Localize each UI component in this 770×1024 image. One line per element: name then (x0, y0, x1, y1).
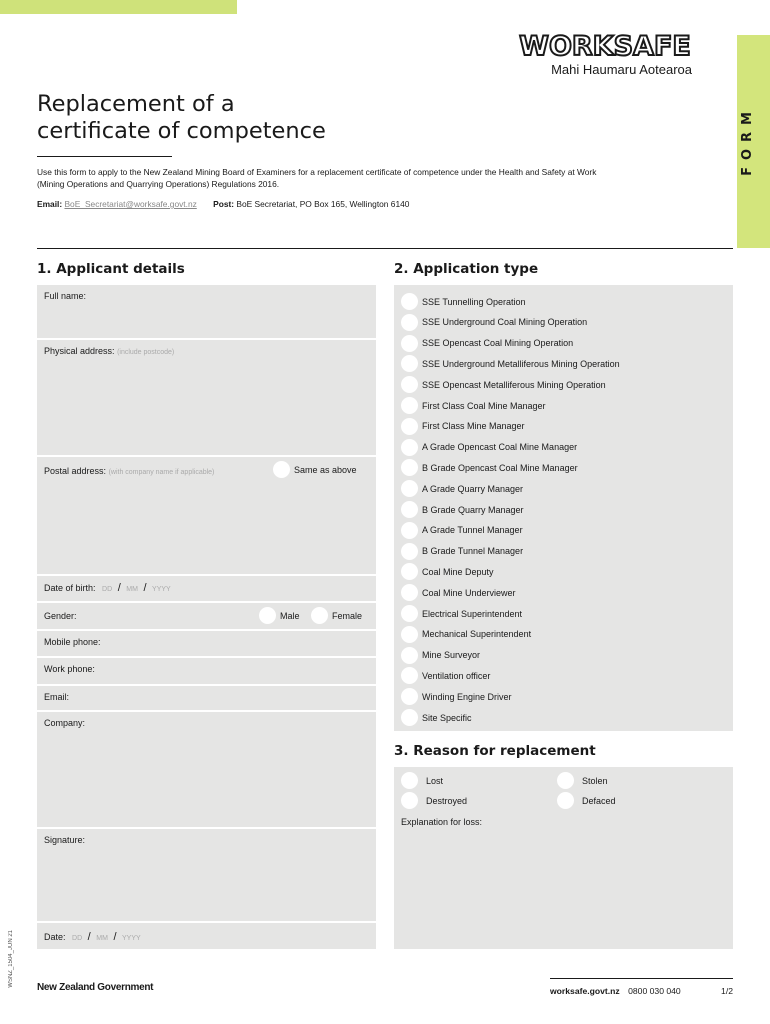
application-type-radio[interactable] (401, 397, 418, 414)
section-heading-application-type: 2. Application type (394, 261, 539, 277)
same-as-above-radio[interactable] (273, 461, 290, 478)
dob-separator-1: / (117, 582, 121, 594)
postal-address-hint: (with company name if applicable) (108, 469, 215, 476)
date-separator-2: / (113, 931, 117, 943)
application-type-radio[interactable] (401, 688, 418, 705)
application-type-label: Mine Surveyor (422, 650, 481, 661)
application-type-panel (394, 285, 733, 731)
page-number: 1/2 (721, 986, 733, 996)
work-phone-label: Work phone: (44, 664, 95, 674)
application-type-label: SSE Tunnelling Operation (422, 296, 526, 307)
application-type-label: Coal Mine Underviewer (422, 587, 516, 598)
application-type-option[interactable] (401, 314, 587, 331)
form-tab-label: FORM (740, 105, 755, 176)
application-type-option[interactable] (401, 647, 480, 664)
gender-field (37, 603, 376, 629)
dob-day[interactable]: DD (102, 586, 113, 593)
full-name-field[interactable] (37, 285, 376, 338)
application-type-option[interactable] (401, 626, 531, 643)
signature-field[interactable] (37, 829, 376, 921)
date-label: Date: (44, 932, 66, 942)
application-type-label: B Grade Opencast Coal Mine Manager (422, 462, 578, 473)
application-type-radio[interactable] (401, 709, 418, 726)
application-type-radio[interactable] (401, 418, 418, 435)
application-type-label: First Class Mine Manager (422, 421, 525, 432)
full-name-label: Full name: (44, 291, 87, 301)
physical-address-field[interactable] (37, 340, 376, 455)
physical-address-hint: (include postcode) (117, 349, 175, 356)
application-type-radio[interactable] (401, 522, 418, 539)
application-type-radio[interactable] (401, 376, 418, 393)
application-type-label: Mechanical Superintendent (422, 629, 532, 640)
dob-separator-2: / (143, 582, 147, 594)
application-type-option[interactable] (401, 501, 524, 518)
application-type-option[interactable] (401, 543, 523, 560)
contact-line (37, 199, 597, 209)
work-phone-field[interactable] (37, 658, 376, 684)
dob-label: Date of birth: (44, 583, 96, 593)
footer-phone: 0800 030 040 (628, 986, 681, 996)
page-title (37, 91, 457, 145)
defaced-radio[interactable] (557, 792, 574, 809)
same-as-above-option[interactable] (273, 461, 357, 478)
date-month[interactable]: MM (96, 935, 108, 942)
application-type-radio[interactable] (401, 563, 418, 580)
lost-label: Lost (426, 775, 444, 786)
intro-text: Use this form to apply to the New Zealand Mining Board of Examiners for a replacement certificate of competence under the Health and Safety at Work (Mining Operations and Quarrying Operations) Regulations 2016. (37, 167, 597, 189)
form-code: WSNZ_1504_JUN 21 (8, 930, 14, 988)
application-type-option[interactable] (401, 418, 525, 435)
gender-female-option[interactable] (311, 607, 362, 624)
section-heading-applicant: 1. Applicant details (37, 261, 185, 277)
defaced-label: Defaced (582, 795, 616, 806)
application-type-label: Coal Mine Deputy (422, 566, 494, 577)
application-type-label: A Grade Opencast Coal Mine Manager (422, 442, 578, 453)
reason-stolen-option[interactable] (557, 772, 608, 789)
reason-panel (394, 767, 733, 949)
application-type-label: A Grade Quarry Manager (422, 483, 524, 494)
application-type-option[interactable] (401, 605, 522, 622)
physical-address-label: Physical address: (44, 346, 115, 356)
date-of-birth-field[interactable] (37, 576, 376, 601)
form-side-tab (737, 35, 770, 248)
worksafe-logo (504, 32, 706, 77)
application-type-label: A Grade Tunnel Manager (422, 525, 523, 536)
postal-address-label: Postal address: (44, 466, 107, 476)
date-separator-1: / (87, 931, 91, 943)
female-radio[interactable] (311, 607, 328, 624)
male-label: Male (280, 610, 300, 621)
company-field[interactable] (37, 712, 376, 827)
gender-label: Gender: (44, 611, 77, 621)
application-type-radio[interactable] (401, 459, 418, 476)
application-type-radio[interactable] (401, 667, 418, 684)
application-type-label: Site Specific (422, 712, 472, 723)
application-type-option[interactable] (401, 688, 512, 705)
female-label: Female (332, 610, 363, 621)
application-type-radio[interactable] (401, 647, 418, 664)
logo-wordmark: WORKSAFE (519, 31, 691, 62)
footer-contacts (550, 986, 681, 996)
application-type-option[interactable] (401, 584, 516, 601)
reason-defaced-option[interactable] (557, 792, 616, 809)
application-type-radio[interactable] (401, 605, 418, 622)
date-field[interactable] (37, 923, 376, 949)
logo-tagline: Mahi Haumaru Aotearoa (551, 62, 692, 77)
application-type-label: SSE Underground Coal Mining Operation (422, 317, 588, 328)
post-address: BoE Secretariat, PO Box 165, Wellington 6140 (236, 199, 410, 209)
explanation-label: Explanation for loss: (401, 817, 483, 827)
title-line-2: certificate of competence (37, 118, 326, 144)
same-as-above-label: Same as above (294, 464, 357, 475)
application-type-radio[interactable] (401, 626, 418, 643)
application-type-option[interactable] (401, 293, 526, 310)
application-type-option[interactable] (401, 709, 472, 726)
application-type-label: First Class Coal Mine Manager (422, 400, 546, 411)
nz-government-logo: New Zealand Government (37, 982, 154, 993)
reason-lost-option[interactable] (401, 772, 443, 789)
title-line-1: Replacement of a (37, 91, 235, 117)
dob-month[interactable]: MM (126, 586, 138, 593)
mobile-phone-field[interactable] (37, 631, 376, 656)
email-field-label: Email: (44, 692, 70, 702)
lost-radio[interactable] (401, 772, 418, 789)
application-type-option[interactable] (401, 335, 573, 352)
application-type-label: SSE Opencast Metalliferous Mining Operation (422, 379, 606, 390)
application-type-radio[interactable] (401, 480, 418, 497)
application-type-option[interactable] (401, 355, 620, 372)
footer (550, 986, 733, 996)
postal-address-field[interactable] (37, 457, 376, 574)
application-type-radio[interactable] (401, 501, 418, 518)
top-accent-bar (0, 0, 237, 14)
application-type-radio[interactable] (401, 355, 418, 372)
dob-year[interactable]: YYYY (152, 586, 171, 593)
title-underline (37, 156, 172, 157)
email-field[interactable] (37, 686, 376, 710)
application-type-option[interactable] (401, 522, 523, 539)
email-label: Email: (37, 199, 63, 209)
header-divider (37, 248, 733, 249)
application-type-label: SSE Underground Metalliferous Mining Operation (422, 358, 620, 369)
application-type-option[interactable] (401, 667, 490, 684)
explanation-input[interactable] (401, 831, 726, 943)
application-type-label: B Grade Quarry Manager (422, 504, 524, 515)
application-type-label: Electrical Superintendent (422, 608, 523, 619)
application-type-label: Ventilation officer (422, 670, 491, 681)
email-link[interactable]: BoE_Secretariat@worksafe.govt.nz (64, 199, 197, 209)
application-type-option[interactable] (401, 480, 523, 497)
male-radio[interactable] (259, 607, 276, 624)
application-type-option[interactable] (401, 376, 606, 393)
gender-male-option[interactable] (259, 607, 300, 624)
destroyed-label: Destroyed (426, 795, 468, 806)
application-type-option[interactable] (401, 439, 577, 456)
signature-label: Signature: (44, 835, 86, 845)
application-type-label: B Grade Tunnel Manager (422, 546, 524, 557)
post-label: Post: (213, 199, 235, 209)
application-type-radio[interactable] (401, 439, 418, 456)
date-day[interactable]: DD (72, 935, 83, 942)
application-type-radio[interactable] (401, 335, 418, 352)
application-type-radio[interactable] (401, 314, 418, 331)
application-type-option[interactable] (401, 563, 494, 580)
reason-destroyed-option[interactable] (401, 792, 467, 809)
application-type-radio[interactable] (401, 293, 418, 310)
application-type-radio[interactable] (401, 584, 418, 601)
date-year[interactable]: YYYY (122, 935, 141, 942)
company-label: Company: (44, 718, 86, 728)
mobile-phone-label: Mobile phone: (44, 637, 101, 647)
application-type-option[interactable] (401, 459, 578, 476)
application-type-label: Winding Engine Driver (422, 691, 512, 702)
application-type-option[interactable] (401, 397, 546, 414)
application-type-label: SSE Opencast Coal Mining Operation (422, 338, 574, 349)
footer-website[interactable]: worksafe.govt.nz (550, 986, 620, 996)
destroyed-radio[interactable] (401, 792, 418, 809)
footer-rule (550, 978, 733, 979)
section-heading-reason: 3. Reason for replacement (394, 743, 596, 759)
application-type-radio[interactable] (401, 543, 418, 560)
stolen-label: Stolen (582, 775, 608, 786)
stolen-radio[interactable] (557, 772, 574, 789)
